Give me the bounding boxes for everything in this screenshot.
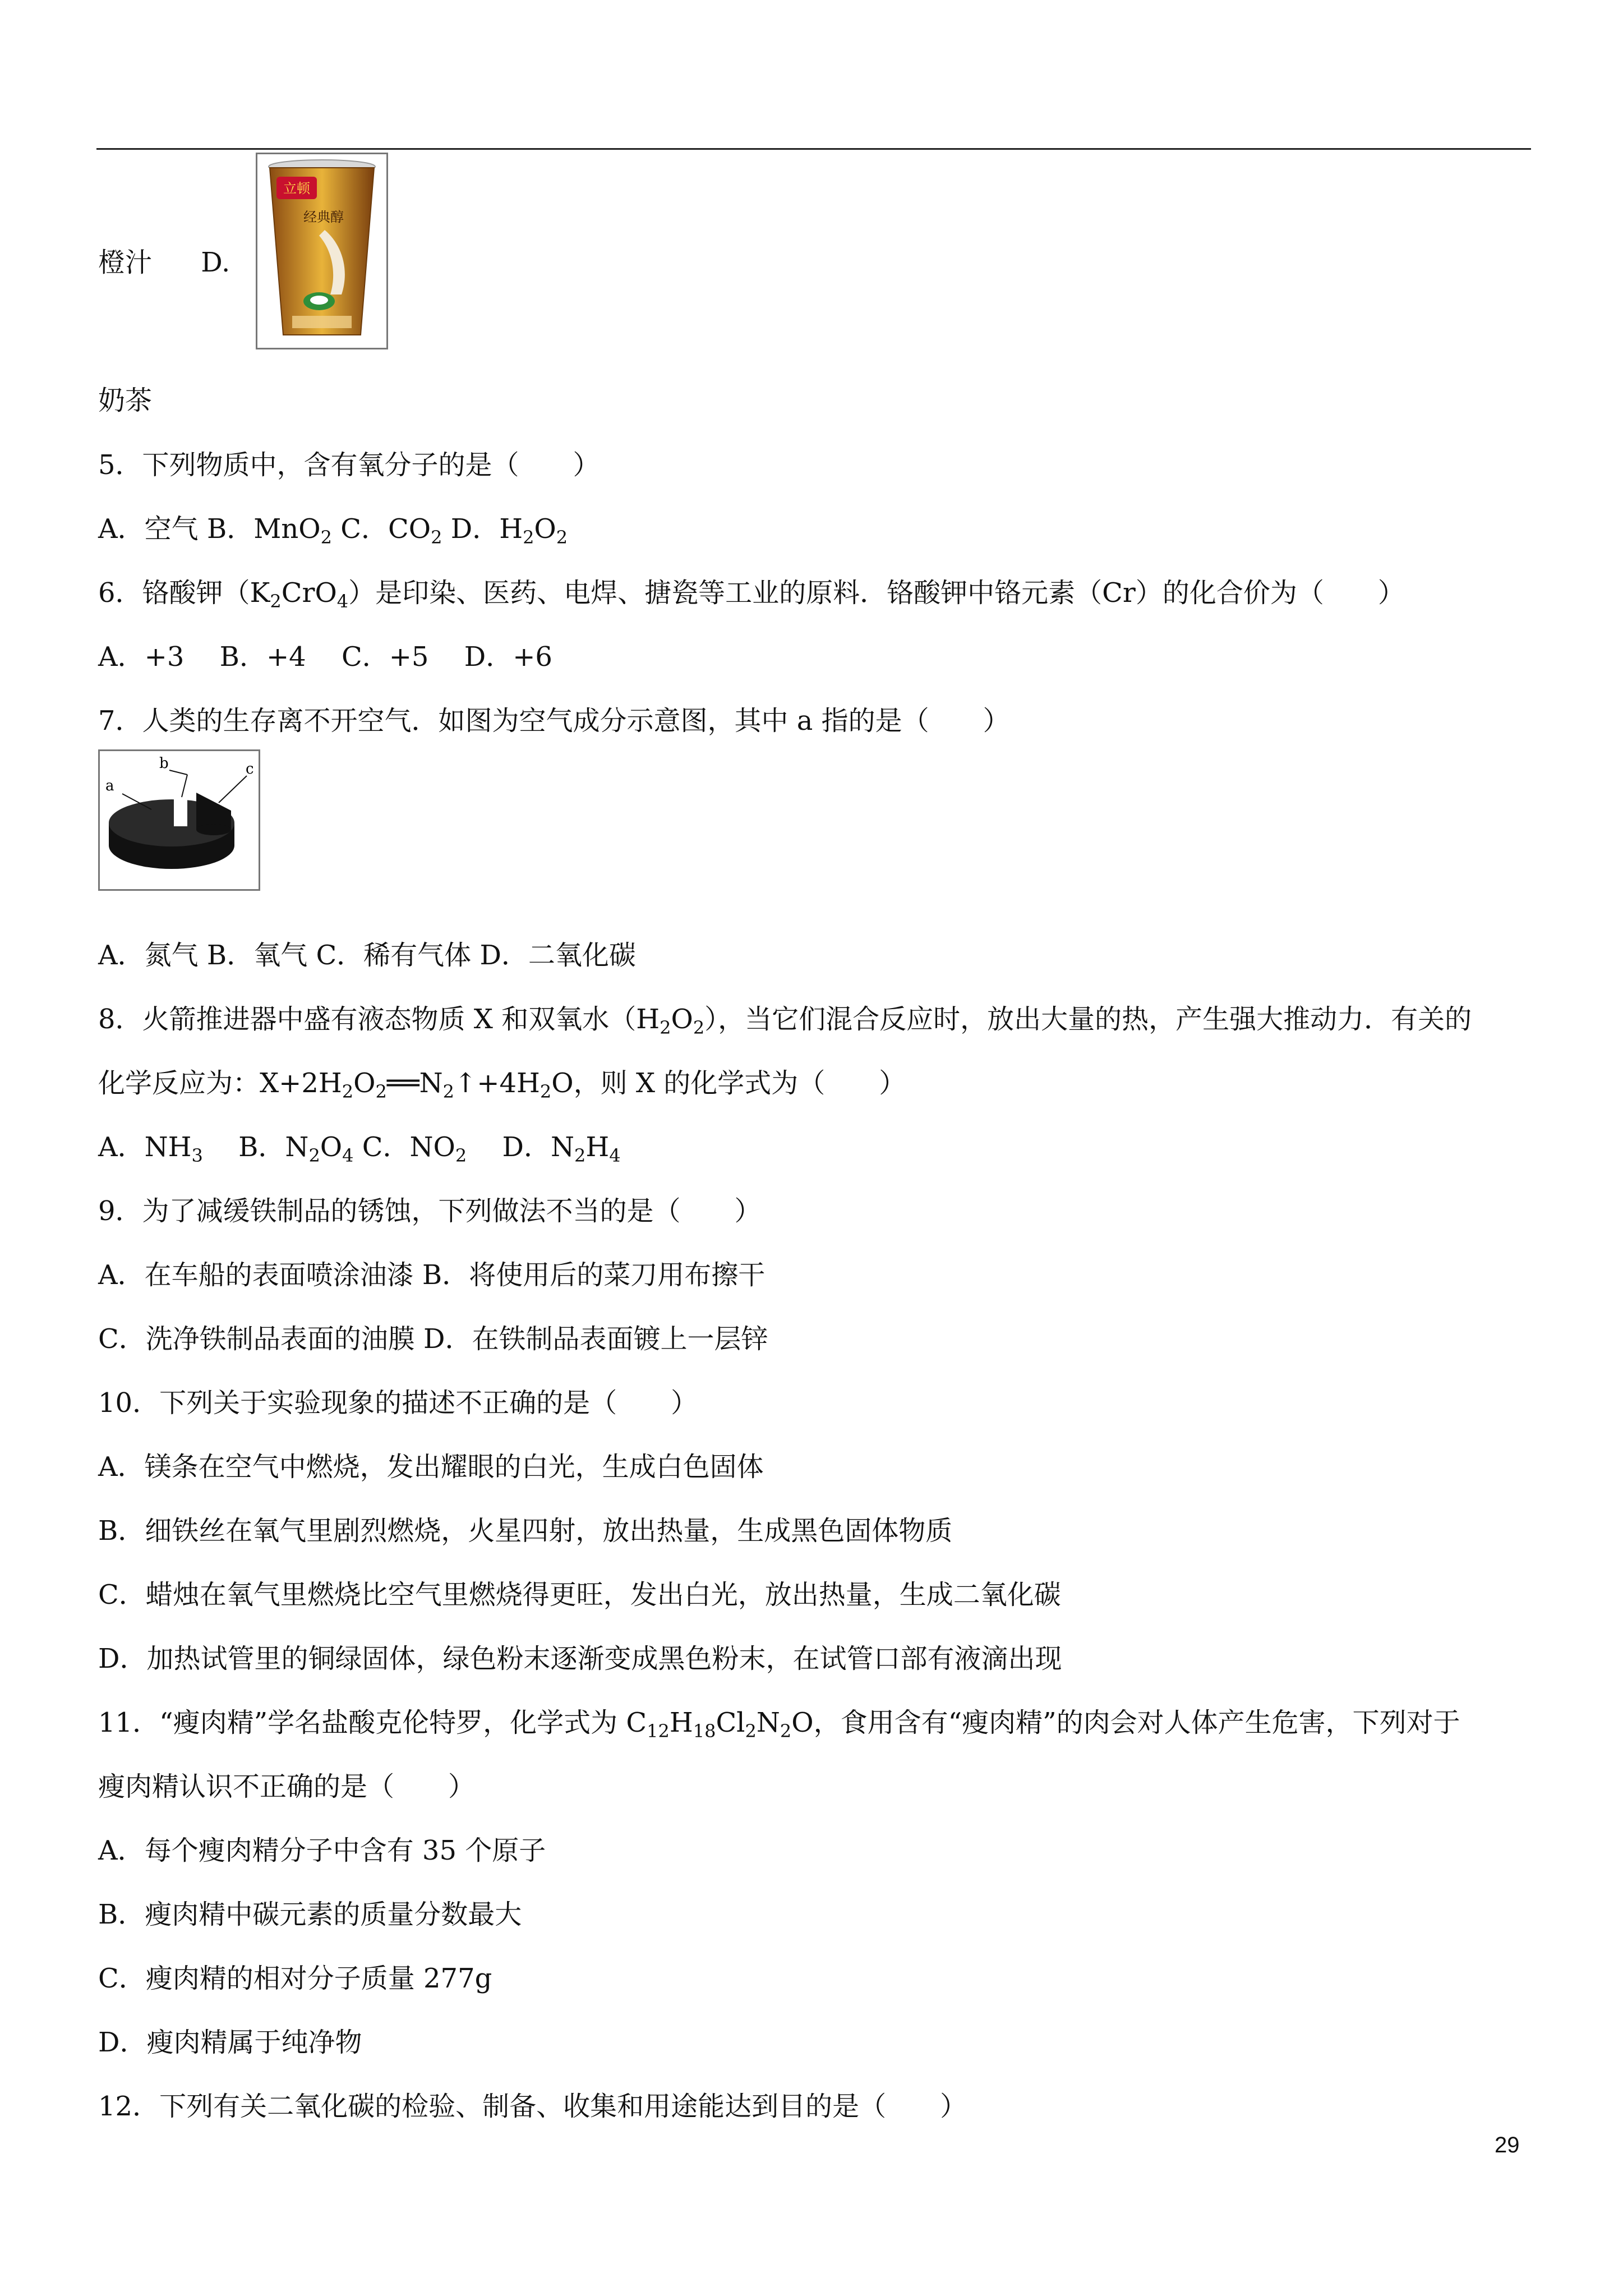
orange-juice-label: 橙汁 (98, 247, 153, 278)
question-11-option-a: A．每个瘦肉精分子中含有 35 个原子 (98, 1835, 546, 1866)
q5-option-a: A．空气 (98, 513, 199, 545)
question-7-stem: 7．人类的生存离不开空气．如图为空气成分示意图，其中 a 指的是（ ） (98, 705, 1010, 737)
orange-juice-line (98, 245, 230, 280)
question-8-line-2: 化学反应为：$X+2H_2O_2══N_2↑+4H_2O$，则 X 的化学式为（ ） (98, 1068, 906, 1102)
question-12-stem: 12．下列有关二氧化碳的检验、制备、收集和用途能达到目的是（ ） (98, 2091, 967, 2122)
page-number: 29 (1495, 2133, 1520, 2157)
pie-label-b: b (159, 755, 169, 772)
pie-label-c: c (246, 761, 254, 777)
question-10-option-a: A．镁条在空气中燃烧，发出耀眼的白光，生成白色固体 (98, 1451, 764, 1483)
milk-tea-cup-icon (257, 154, 386, 348)
question-6-options: A．+3 B．+4 C．+5 D．+6 (98, 641, 552, 673)
cup-sub-text: 经典醇 (303, 209, 344, 225)
q5-option-c: C．$CO_2$ (340, 513, 442, 548)
question-10-option-d: D．加热试管里的铜绿固体，绿色粉末逐渐变成黑色粉末，在试管口部有液滴出现 (98, 1643, 1062, 1674)
question-11-option-d: D．瘦肉精属于纯净物 (98, 2027, 362, 2058)
milk-tea-cup-image (256, 153, 388, 349)
question-7-options: A．氮气 B．氧气 C．稀有气体 D．二氧化碳 (98, 940, 636, 971)
q8-option-a: A．$NH_3$ (98, 1131, 203, 1166)
option-d-label: D. (201, 247, 230, 278)
question-11-line-1: 11．“瘦肉精”学名盐酸克伦特罗，化学式为 $C_{12}H_{18}Cl_2N_2O$，食用含有“瘦肉精”的肉会对人体产生危害，下列对于 (98, 1707, 1460, 1742)
question-8-options (98, 1129, 621, 1165)
question-11-option-c: C．瘦肉精的相对分子质量 277g (98, 1963, 492, 1994)
question-10-option-b: B．细铁丝在氧气里剧烈燃烧，火星四射，放出热量，生成黑色固体物质 (98, 1515, 953, 1547)
header-rule (96, 148, 1531, 150)
q8-option-b: B．$N_2O_4$ (211, 1131, 354, 1166)
question-10-option-c: C．蜡烛在氧气里燃烧比空气里燃烧得更旺，发出白光，放出热量，生成二氧化碳 (98, 1579, 1061, 1611)
question-9-options-ab: A．在车船的表面喷涂油漆 B．将使用后的菜刀用布擦干 (98, 1259, 766, 1291)
q8-option-c: C．$NO_2$ (362, 1131, 467, 1166)
cup-brand-text: 立顿 (283, 181, 310, 196)
question-5-stem: 5．下列物质中，含有氧分子的是（ ） (98, 449, 600, 481)
air-composition-pie-chart (98, 749, 260, 891)
question-6-stem: 6．铬酸钾$(K_2CrO_4)$是印染、医药、电焊、搪瓷等工业的原料．铬酸钾中铬元素（Cr）的化合价为（ ） (98, 577, 1405, 612)
question-11-line-2: 瘦肉精认识不正确的是（ ） (98, 1771, 476, 1802)
pie-chart-icon (100, 751, 259, 889)
question-11-option-b: B．瘦肉精中碳元素的质量分数最大 (98, 1899, 522, 1930)
pie-label-a: a (105, 777, 114, 794)
q5-option-b: B．MnO$_2$ (206, 513, 332, 548)
milk-tea-label: 奶茶 (98, 385, 153, 416)
question-9-options-cd: C．洗净铁制品表面的油膜 D．在铁制品表面镀上一层锌 (98, 1323, 768, 1355)
question-8-line-1: 8．火箭推进器中盛有液态物质 X 和双氧水$(H_2O_2)$，当它们混合反应时，放出大量的热，产生强大推动力．有关的 (98, 1004, 1472, 1038)
q5-option-d: D．$H_2O_2$ (450, 513, 568, 548)
q8-option-d: D．$N_2H_4$ (475, 1131, 621, 1166)
question-9-stem: 9．为了减缓铁制品的锈蚀，下列做法不当的是（ ） (98, 1195, 762, 1227)
question-10-stem: 10．下列关于实验现象的描述不正确的是（ ） (98, 1387, 698, 1419)
question-5-options (98, 511, 568, 547)
